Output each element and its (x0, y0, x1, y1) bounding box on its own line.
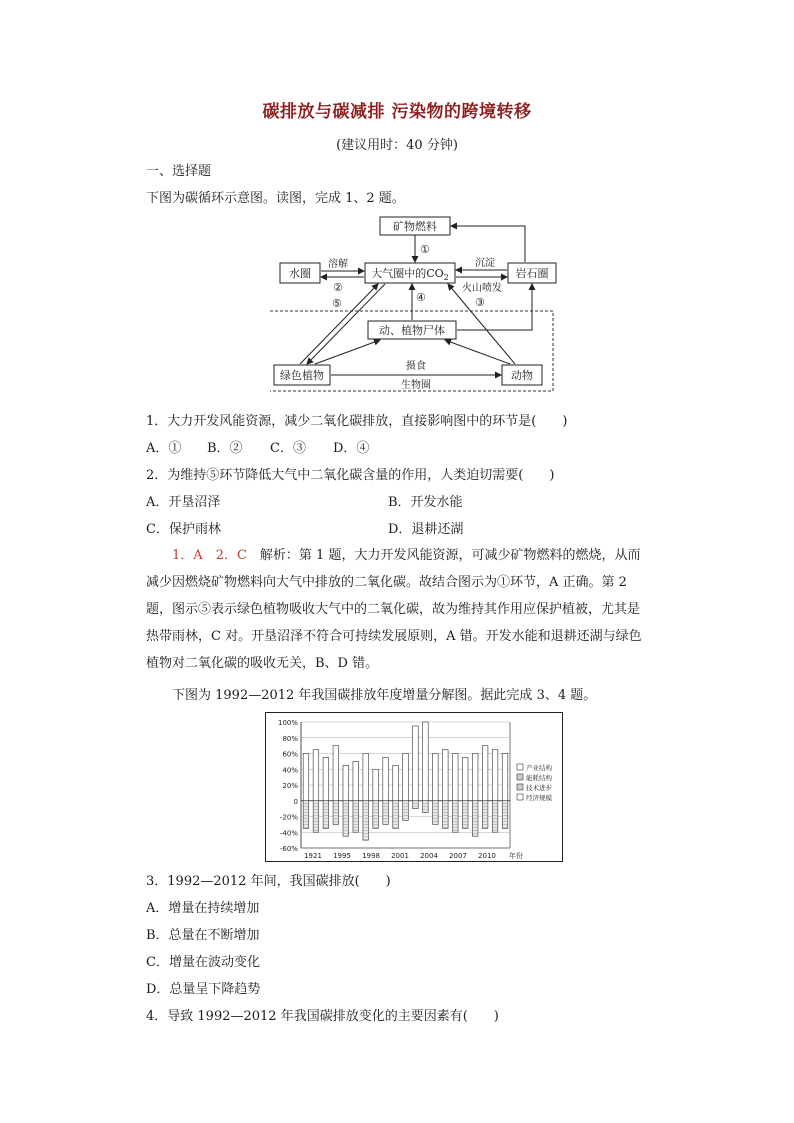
bar (333, 801, 339, 825)
q3-option-b: B．总量在不断增加 (146, 928, 260, 943)
q2-option-d: D．退耕还湖 (388, 522, 464, 537)
q2-option-a: A．开垦沼泽 (146, 495, 221, 510)
q1-option-c: C．③ (270, 441, 306, 456)
bar (433, 754, 439, 801)
bar (502, 754, 508, 801)
q3-option-c: C．增量在波动变化 (146, 955, 260, 970)
step-5-label: ⑤ (332, 297, 342, 310)
legend-label: 产业结构 (526, 764, 552, 772)
q2-option-c: C．保护雨林 (146, 522, 221, 537)
y-tick-label: 100% (277, 719, 298, 727)
bar (303, 801, 309, 829)
bar (452, 801, 458, 833)
page-title: 碳排放与碳减排 污染物的跨境转移 (262, 102, 532, 122)
y-tick-label: 40% (282, 766, 298, 775)
atmosphere-label: 大气圈中的$CO_2$ (371, 267, 449, 282)
answer-2: 2．C (215, 548, 247, 563)
carbon-cycle-diagram (270, 215, 560, 395)
y-tick-label: 0 (293, 797, 298, 806)
legend-swatch (517, 784, 523, 790)
bar (433, 801, 439, 825)
y-tick-label: 60% (282, 750, 298, 759)
x-tick-label: 年份 (509, 852, 523, 860)
bar (452, 754, 458, 801)
bar (303, 754, 309, 801)
y-tick-label: -20% (279, 813, 298, 822)
question-3-stem: 3．1992—2012 年间，我国碳排放( ) (146, 874, 391, 889)
biosphere-label: 生物圈 (401, 380, 431, 391)
legend-swatch (517, 794, 523, 800)
x-tick-label: 2010 (478, 852, 496, 860)
question-2-stem: 2．为维持⑤环节降低大气中二氧化碳含量的作用，人类迫切需要( ) (146, 468, 555, 483)
bar (482, 801, 488, 829)
bar (313, 750, 319, 801)
step-1-label: ① (420, 243, 430, 256)
carbon-emission-chart (265, 712, 563, 862)
fossil-fuel-label: 矿物燃料 (393, 220, 437, 233)
y-tick-label: -60% (279, 845, 298, 853)
bar (313, 801, 319, 833)
hydrosphere-label: 水圈 (289, 267, 311, 280)
bar (383, 801, 389, 825)
x-tick-label: 2001 (391, 852, 409, 860)
q1-option-d: D．④ (333, 441, 370, 456)
x-tick-label: 1921 (304, 852, 322, 860)
sediment-label: 沉淀 (475, 258, 495, 269)
intro-text-1: 下图为碳循环示意图。读图，完成 1、2 题。 (146, 191, 405, 206)
bar (443, 750, 449, 801)
bar (333, 746, 339, 801)
x-tick-label: 2007 (449, 852, 467, 860)
intro-text-2: 下图为 1992—2012 年我国碳排放年度增量分解图。据此完成 3、4 题。 (172, 688, 597, 703)
answer-1: 1．A (172, 548, 203, 563)
bar (423, 722, 429, 801)
q3-option-d: D．总量呈下降趋势 (146, 982, 261, 997)
bar (393, 801, 399, 829)
legend-label: 经济规模 (526, 794, 552, 802)
y-tick-label: -40% (279, 829, 298, 838)
bar (443, 801, 449, 829)
bar (393, 765, 399, 800)
bar (492, 750, 498, 801)
q1-option-b: B．② (207, 441, 243, 456)
bar (472, 754, 478, 801)
step-2-label: ② (333, 281, 343, 294)
bar (383, 757, 389, 800)
feeding-label: 摄食 (406, 361, 426, 372)
x-tick-label: 2004 (420, 852, 438, 860)
legend-label: 技术进步 (526, 784, 552, 792)
bar (373, 801, 379, 829)
bar (492, 801, 498, 833)
bar (403, 754, 409, 801)
bar (462, 757, 468, 800)
question-4-stem: 4．导致 1992—2012 年我国碳排放变化的主要因素有( ) (146, 1009, 499, 1024)
bar (353, 801, 359, 833)
section-heading: 一、选择题 (146, 164, 212, 179)
legend-label: 能耗结构 (526, 774, 552, 782)
legend-swatch (517, 764, 523, 770)
volcano-label: 火山喷发 (462, 283, 502, 294)
bar (413, 801, 419, 809)
answer-explanation (146, 542, 652, 677)
legend-swatch (517, 774, 523, 780)
x-tick-label: 1998 (362, 852, 380, 860)
suggested-time: (建议用时：40 分钟) (336, 138, 458, 153)
bar (353, 761, 359, 800)
y-tick-label: 80% (282, 734, 298, 743)
q1-option-a: A．① (146, 441, 182, 456)
bar (363, 754, 369, 801)
remains-label: 动、植物尸体 (379, 324, 445, 337)
bar (482, 746, 488, 801)
lithosphere-label: 岩石圈 (515, 267, 549, 280)
y-tick-label: 20% (282, 782, 298, 790)
animals-label: 动物 (511, 369, 533, 382)
bar (323, 757, 329, 800)
bar (502, 801, 508, 829)
bar (413, 726, 419, 801)
bar (323, 801, 329, 829)
q3-option-a: A．增量在持续增加 (146, 901, 260, 916)
bar (343, 765, 349, 800)
step-4-label: ④ (416, 291, 426, 304)
q2-option-b: B．开发水能 (388, 495, 463, 510)
explanation-text: 解析：第 1 题，大力开发风能资源，可减少矿物燃料的燃烧，从而减少因燃烧矿物燃料向大气中排放的二氧化碳。故结合图示为①环节，A 正确。第 2 题，图示⑤表示绿色植物吸收大气中的二氧化碳，故为维持其作用应保护植被，尤其是热带雨林，C 对。开垦沼泽不符合可持续发展原则，A 错。开发水能和退耕还湖与绿色植物对二氧化碳的吸收无关，B、D 错。 (146, 548, 642, 671)
green-plants-label: 绿色植物 (280, 369, 324, 382)
bar (462, 801, 468, 829)
step-3-label: ③ (475, 296, 485, 309)
question-1-stem: 1．大力开发风能资源，减少二氧化碳排放，直接影响图中的环节是( ) (146, 414, 568, 429)
bar (373, 769, 379, 801)
dissolve-label: 溶解 (328, 259, 348, 270)
x-tick-label: 1995 (333, 852, 351, 860)
